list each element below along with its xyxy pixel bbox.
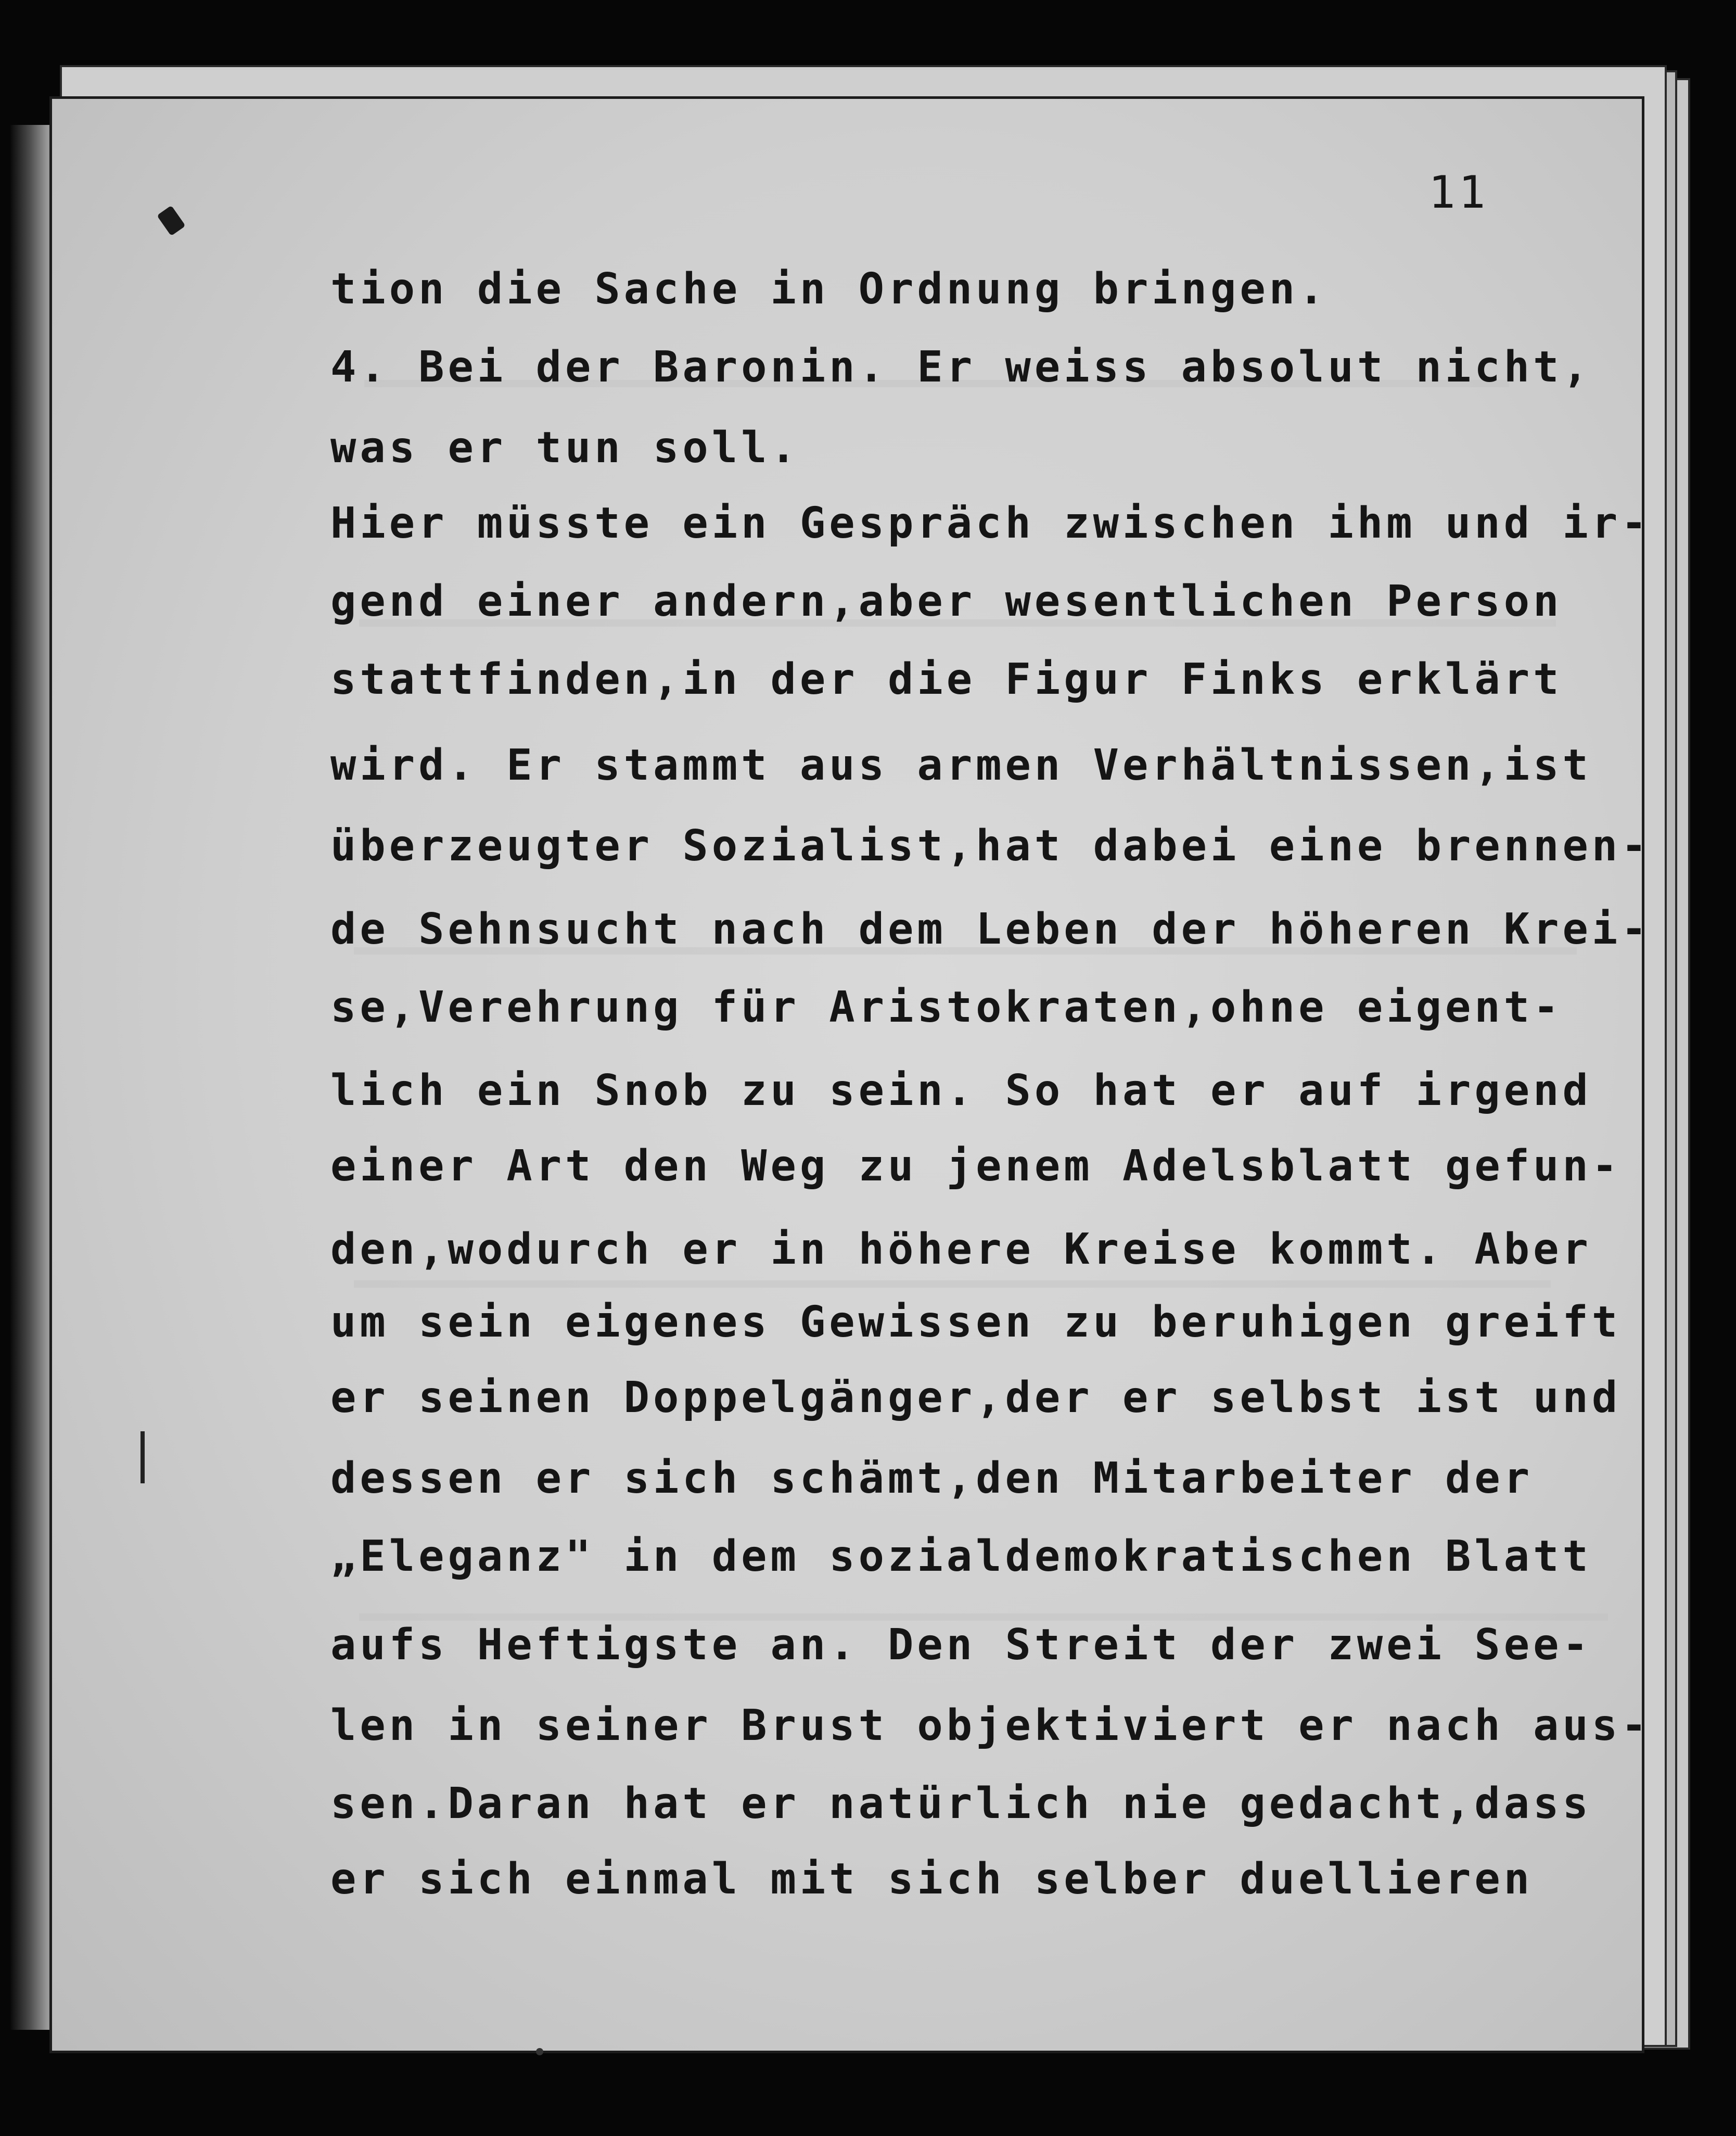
text-line: len in seiner Brust objektiviert er nach aus- xyxy=(330,1701,1651,1750)
text-line: was er tun soll. xyxy=(330,423,800,473)
show-through-texture xyxy=(354,1280,1551,1288)
text-line: sen.Daran hat er natürlich nie gedacht,dass xyxy=(330,1779,1592,1828)
margin-pencil-mark xyxy=(141,1431,145,1483)
text-line: wird. Er stammt aus armen Verhältnissen,ist xyxy=(330,741,1592,790)
text-line: um sein eigenes Gewissen zu beruhigen greift xyxy=(330,1298,1622,1347)
text-line: se,Verehrung für Aristokraten,ohne eigent- xyxy=(330,983,1563,1032)
text-line: de Sehnsucht nach dem Leben der höheren Krei- xyxy=(330,905,1651,954)
text-line: gend einer andern,aber wesentlichen Person xyxy=(330,577,1563,626)
text-line: er seinen Doppelgänger,der er selbst ist und xyxy=(330,1373,1622,1422)
text-line: einer Art den Weg zu jenem Adelsblatt gefun- xyxy=(330,1141,1622,1191)
text-line: er sich einmal mit sich selber duellieren xyxy=(330,1854,1534,1904)
text-line: tion die Sache in Ordnung bringen. xyxy=(330,264,1328,314)
text-line: aufs Heftigste an. Den Streit der zwei See- xyxy=(330,1620,1592,1670)
text-line: Hier müsste ein Gespräch zwischen ihm und ir- xyxy=(330,499,1651,548)
ink-dot xyxy=(536,2048,543,2055)
page-number: 11 xyxy=(1428,167,1489,219)
text-line: stattfinden,in der die Figur Finks erklärt xyxy=(330,655,1563,704)
show-through-texture xyxy=(359,1613,1608,1621)
text-line: lich ein Snob zu sein. So hat er auf irgend xyxy=(330,1066,1592,1115)
text-line: überzeugter Sozialist,hat dabei eine brennen- xyxy=(330,821,1651,871)
text-line: 4. Bei der Baronin. Er weiss absolut nicht, xyxy=(330,342,1592,392)
text-line: den,wodurch er in höhere Kreise kommt. Aber xyxy=(330,1225,1592,1274)
text-line: dessen er sich schämt,den Mitarbeiter der xyxy=(330,1454,1534,1503)
text-line: „Eleganz" in dem sozialdemokratischen Blatt xyxy=(330,1532,1592,1581)
